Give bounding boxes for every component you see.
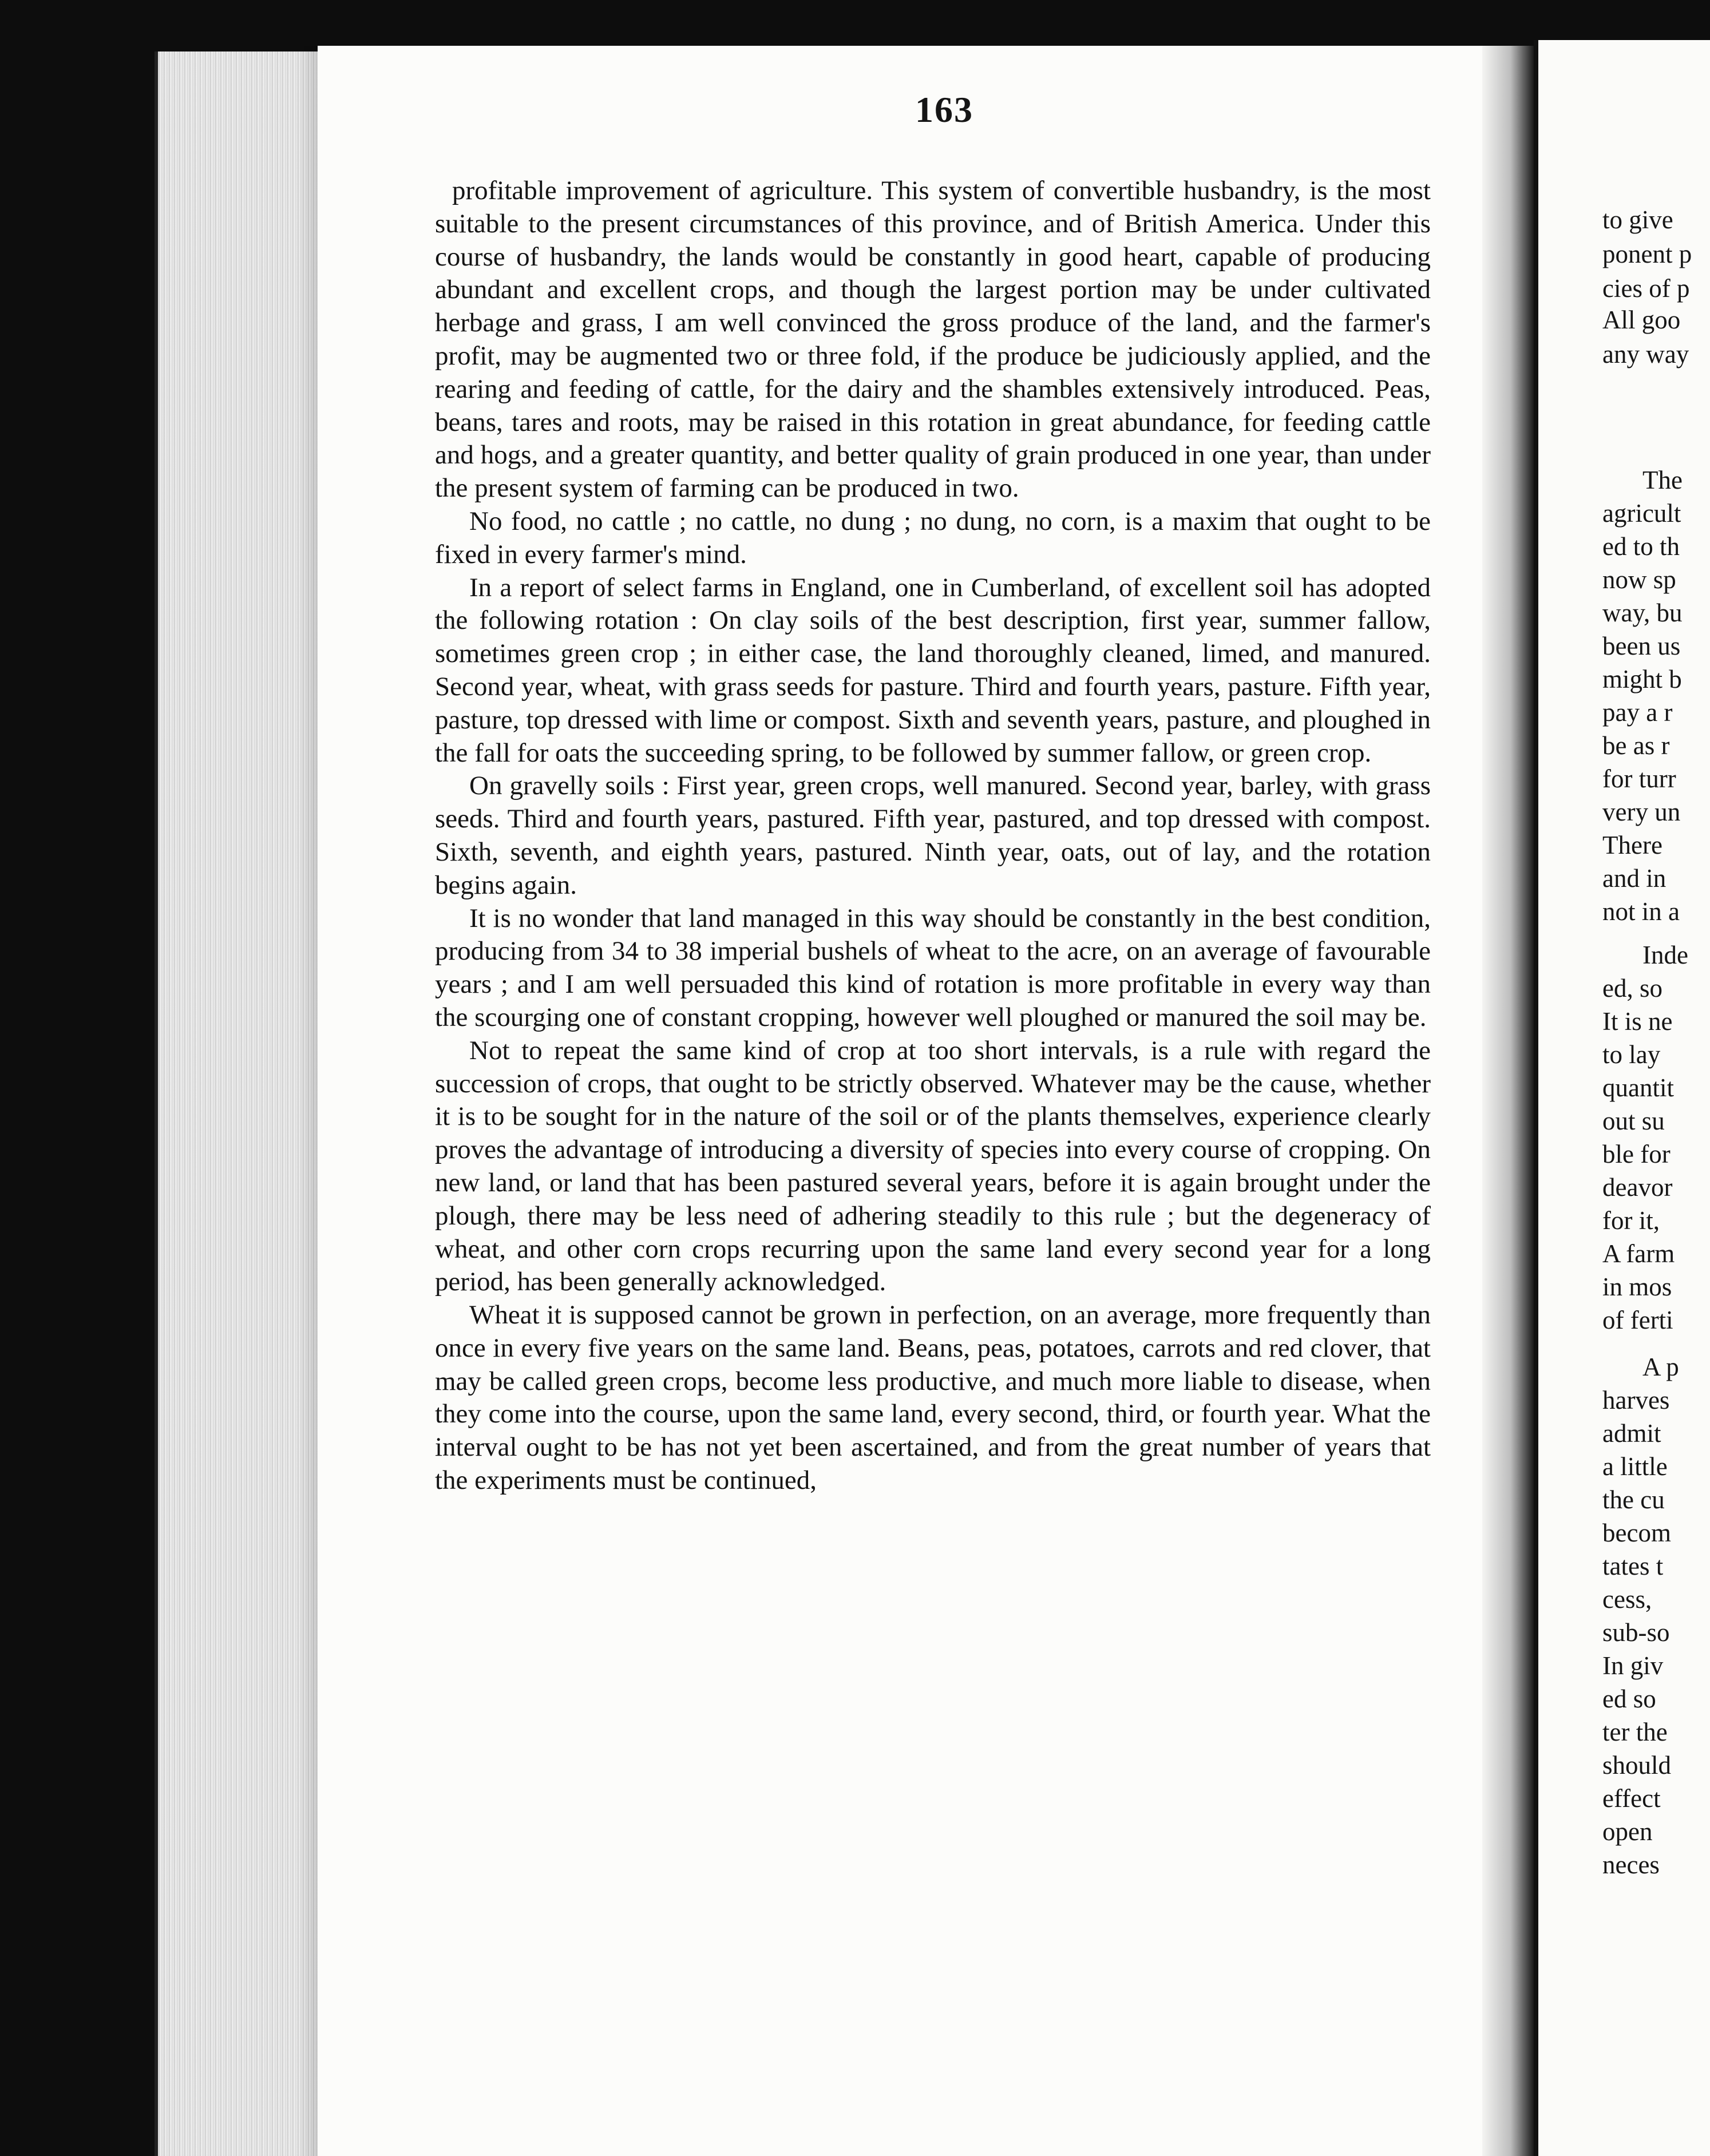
right-page-line: There: [1602, 831, 1662, 859]
right-page-line: tates t: [1602, 1552, 1664, 1580]
right-page-line: Inde: [1642, 941, 1688, 969]
right-page-line: to give: [1602, 205, 1673, 234]
paragraph-2: No food, no cattle ; no cattle, no dung ; no dung, no corn, is a maxim that ought to be fixed in every farmer's mind.: [435, 506, 1431, 569]
paragraph-6: Not to repeat the same kind of crop at too short intervals, is a rule with regard the succession of crops, that ought to be strictly observed. Whatever may be the cause, whether it is to be sought for in the nature of the soil or of the plants themselves, experience clearly proves the advantage of introducing a diversity of species into every course of cropping. On new land, or land that has been pastured several years, before it is again brought under the plough, there may be less need of adhering steadily to this rule ; but the degeneracy of wheat, and other corn crops recurring upon the same land every second year for a long period, has been generally acknowledged.: [435, 1035, 1431, 1297]
right-page-line: ed so: [1602, 1685, 1656, 1713]
right-page-line: of ferti: [1602, 1306, 1673, 1334]
paragraph-4: On gravelly soils : First year, green crops, well manured. Second year, barley, with grass seeds. Third and fourth years, pastured. Fifth year, pastured, and top dressed with compost. Sixth, seventh, and eighth years, pastured. Ninth year, oats, out of lay, and the rotation begins again.: [435, 771, 1431, 900]
right-page-line: The: [1642, 466, 1683, 494]
paragraph-1: profitable improvement of agriculture. This system of convertible husbandry, is the most suitable to the present circumstances of this province, and of British America. Under this course of husbandry, the lands would be constantly in good heart, capable of producing abundant and excellent crops, and though the largest portion may be under cultivated herbage and grass, I am well convinced the gross produce of the land, and the farmer's profit, may be augmented two or three fold, if the produce be judiciously applied, and the rearing and feeding of cattle, for the dairy and the shambles extensively introduced. Peas, beans, tares and roots, may be raised in this rotation in great abundance, for feeding cattle and hogs, and a greater quantity, and better quality of grain produced in one year, than under the present system of farming can be produced in two.: [435, 176, 1431, 504]
right-page-line: open: [1602, 1817, 1653, 1846]
right-page-line: been us: [1602, 632, 1681, 660]
right-page-line: agricult: [1602, 499, 1681, 528]
right-page-line: cess,: [1602, 1585, 1652, 1614]
right-page-line: out su: [1602, 1107, 1665, 1135]
right-page-line: ble for: [1602, 1140, 1671, 1168]
right-page-line: effect: [1602, 1784, 1661, 1813]
right-page-line: It is ne: [1602, 1007, 1673, 1036]
right-page-line: for it,: [1602, 1206, 1660, 1235]
paragraph-3: In a report of select farms in England, one in Cumberland, of excellent soil has adopted the following rotation : On clay soils of the best description, first year, summer fallow, sometimes green crop ; in either case, the land thoroughly cleaned, limed, and manured. Second year, wheat, with grass seeds for pasture. Third and fourth years, pasture. Fifth year, pasture, top dressed with lime or compost. Sixth and seventh years, pasture, and ploughed in the fall for oats the succeeding spring, to be followed by summer fallow, or green crop.: [435, 572, 1431, 768]
right-page-line: sub-so: [1602, 1618, 1670, 1647]
right-page-line: deavor: [1602, 1173, 1673, 1202]
right-page-line: cies of p: [1602, 274, 1690, 303]
paragraph-7: Wheat it is supposed cannot be grown in perfection, on an average, more frequently than once in every five years on the same land. Beans, peas, potatoes, carrots and red clover, that may be called green crops, become less productive, and much more liable to disease, when they come into the course, upon the same land, every second, third, or fourth year. What the interval ought to be has not yet been ascertained, and from the great number of years that the experiments must be continued,: [435, 1300, 1431, 1496]
right-page-line: ed to th: [1602, 532, 1680, 561]
book-gutter: [1482, 46, 1534, 2156]
right-page-line: very un: [1602, 798, 1681, 826]
paragraph-5: It is no wonder that land managed in this way should be constantly in the best condition, producing from 34 to 38 imperial bushels of wheat to the acre, on an average of favourable years ; and I am well persuaded this kind of rotation is more profitable in every way than the scourging one of constant cropping, however well ploughed or manured the soil may be.: [435, 903, 1431, 1032]
right-page-line: and in: [1602, 864, 1667, 893]
right-page-line: now sp: [1602, 565, 1676, 594]
right-page-line: for turr: [1602, 764, 1676, 793]
right-page-line: harves: [1602, 1386, 1670, 1414]
right-page-line: not in a: [1602, 897, 1680, 926]
right-page-line: should: [1602, 1751, 1672, 1780]
right-page-line: All goo: [1602, 306, 1681, 334]
right-page-line: ed, so: [1602, 974, 1662, 1002]
right-page-line: a little: [1602, 1452, 1668, 1481]
right-page-line: quantit: [1602, 1073, 1674, 1102]
right-page-line: any way: [1602, 340, 1689, 368]
right-page-line: be as r: [1602, 731, 1670, 760]
right-page-line: admit: [1602, 1419, 1661, 1448]
page-number: 163: [915, 89, 973, 130]
right-page-line: ponent p: [1602, 240, 1692, 268]
right-page-line: ter the: [1602, 1718, 1668, 1746]
right-page-text-fragments: [1602, 0, 1710, 2156]
right-page-line: way, bu: [1602, 599, 1683, 627]
right-page-line: the cu: [1602, 1485, 1665, 1514]
right-page-line: in mos: [1602, 1273, 1672, 1301]
right-page-line: might b: [1602, 665, 1682, 693]
body-text: [435, 175, 1431, 1497]
right-page-line: becom: [1602, 1519, 1671, 1547]
right-page-line: to lay: [1602, 1040, 1661, 1069]
right-page-line: neces: [1602, 1850, 1660, 1879]
right-page-line: pay a r: [1602, 698, 1673, 727]
right-page-line: A farm: [1602, 1239, 1675, 1268]
right-page-line: In giv: [1602, 1651, 1664, 1680]
right-page-line: A p: [1642, 1353, 1679, 1381]
